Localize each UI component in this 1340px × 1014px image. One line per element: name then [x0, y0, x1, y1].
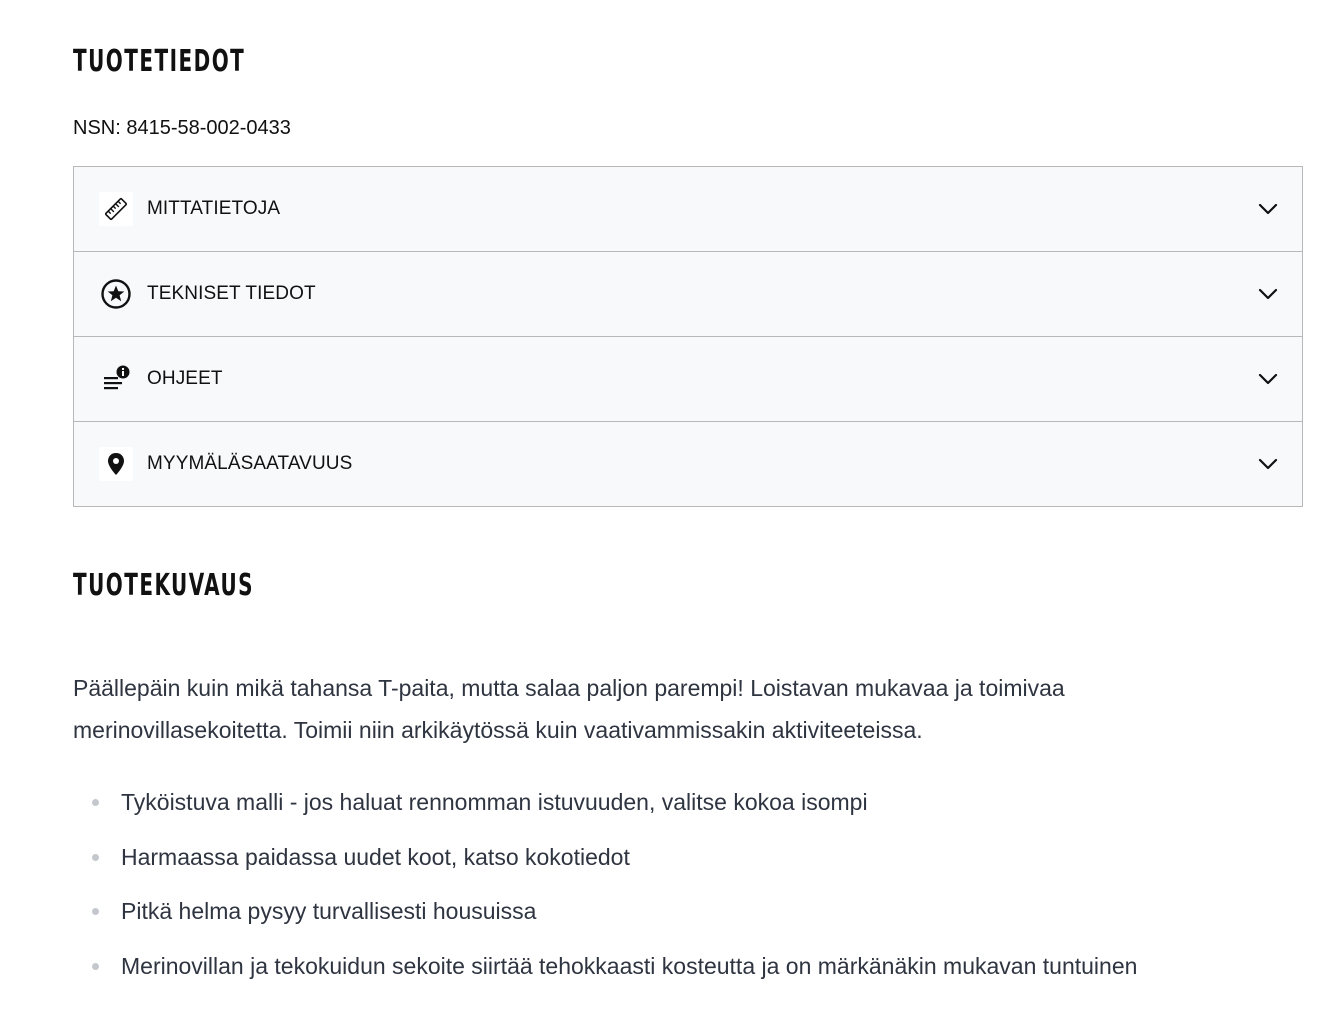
list-item-text: Merinovillan ja tekokuidun sekoite siirtää tehokkaasti kosteutta ja on märkänäkin mukavan tuntuinen [121, 952, 1138, 979]
list-item-text: Tyköistuva malli - jos haluat rennomman istuvuuden, valitse kokoa isompi [121, 789, 868, 815]
list-item [73, 883, 1303, 938]
list-item-text: Harmaassa paidassa uudet koot, katso kokotiedot [121, 843, 630, 870]
accordion-label: MITTATIETOJA [147, 198, 281, 219]
list-item [73, 938, 1303, 993]
location-pin-icon [99, 447, 133, 481]
accordion-label: OHJEET [147, 368, 223, 389]
accordion-item-technical[interactable] [74, 252, 1302, 337]
bullet-dot [92, 854, 99, 861]
accordion-label: MYYMÄLÄSAATAVUUS [147, 453, 353, 474]
accordion-label: TEKNISET TIEDOT [147, 283, 316, 304]
description-paragraph: Päällepäin kuin mikä tahansa T-paita, mutta salaa paljon parempi! Loistavan mukavaa ja toimivaa merinovillasekoitetta. Toimii niin arkikäytössä kuin vaativammissakin aktiviteeteissa. [73, 675, 1065, 743]
chevron-down-icon [1256, 282, 1280, 306]
bullet-dot [92, 908, 99, 915]
star-circle-icon [99, 277, 133, 311]
feature-list [73, 774, 1303, 992]
list-info-icon [99, 362, 133, 396]
list-item [73, 774, 1303, 829]
ruler-icon [99, 192, 133, 226]
bullet-dot [92, 963, 99, 970]
product-description-heading: TUOTEKUVAUS [73, 568, 255, 603]
accordion-item-instructions[interactable] [74, 337, 1302, 422]
accordion-item-store-availability[interactable] [74, 422, 1302, 506]
list-item [73, 829, 1303, 884]
chevron-down-icon [1256, 197, 1280, 221]
accordion-item-measurements[interactable] [74, 167, 1302, 252]
chevron-down-icon [1256, 452, 1280, 476]
list-item-text: Pitkä helma pysyy turvallisesti housuissa [121, 898, 537, 924]
bullet-dot [92, 799, 99, 806]
details-accordion [73, 166, 1303, 507]
nsn-code: NSN: 8415-58-002-0433 [73, 117, 291, 139]
chevron-down-icon [1256, 367, 1280, 391]
product-details-heading: TUOTETIEDOT [73, 44, 246, 79]
